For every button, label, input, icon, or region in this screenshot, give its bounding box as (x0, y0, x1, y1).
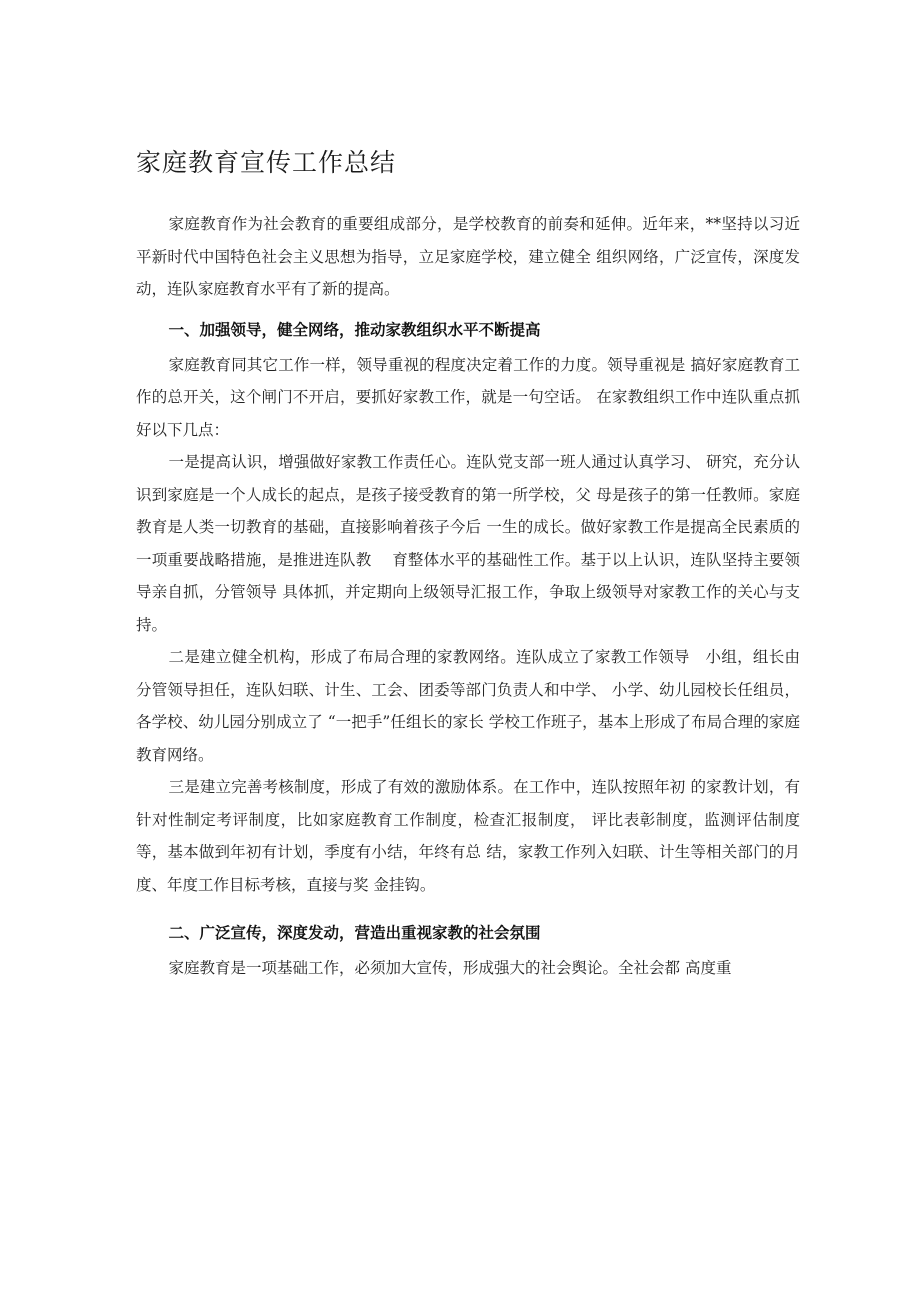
intro-paragraph: 家庭教育作为社会教育的重要组成部分，是学校教育的前奏和延伸。近年来，**坚持以习近平新时代中国特色社会主义思想为指导，立足家庭学校，建立健全 组织网络，广泛宣传，深度发动，连队家庭教育水平有了新的提高。 (136, 215, 800, 298)
section-1-heading: 一、加强领导，健全网络，推动家教组织水平不断提高 (168, 319, 541, 339)
section-1-paragraph-1: 家庭教育同其它工作一样，领导重视的程度决定着工作的力度。领导重视是 搞好家庭教育工作的总开关，这个闸门不开启，要抓好家教工作，就是一句空话。 在家教组织工作中连队重点抓好以下几点： (136, 355, 800, 439)
document-title: 家庭教育宣传工作总结 (136, 148, 397, 177)
section-1-paragraph-2: 一是提高认识，增强做好家教工作责任心。连队党支部一班人通过认真学习、 研究，充分认识到家庭是一个人成长的起点，是孩子接受教育的第一所学校，父 母是孩子的第一任教师。家庭教育是人类一切教育的基础，直接影响着孩子今后 一生的成长。做好家教工作是提高全民素质的一项重要战略措施，是推进连队教 育整体水平的基础性工作。基于以上认识，连队坚持主要领导亲自抓，分管领导 具体抓，并定期向上级领导汇报工作，争取上级领导对家教工作的关心与支持。 (136, 453, 800, 634)
section-2-heading: 二、广泛宣传，深度发动，营造出重视家教的社会氛围 (168, 923, 541, 942)
section-1-paragraph-4: 三是建立完善考核制度，形成了有效的激励体系。在工作中，连队按照年初 的家教计划，有针对性制定考评制度，比如家庭教育工作制度，检查汇报制度， 评比表彰制度，监测评估制度等，基本做到年初有计划，季度有小结，年终有总 结，家教工作列入妇联、计生等相关部门的月度、年度工作目标考核，直接与奖 金挂钩。 (136, 778, 800, 894)
section-2-paragraph-1: 家庭教育是一项基础工作，必须加大宣传，形成强大的社会舆论。全社会都 高度重 (168, 959, 732, 977)
document-body (136, 208, 800, 985)
section-1-paragraph-3: 二是建立健全机构，形成了布局合理的家教网络。连队成立了家教工作领导 小组，组长由分管领导担任，连队妇联、计生、工会、团委等部门负责人和中学、 小学、幼儿园校长任组员，各学校、幼儿园分别成立了 “一把手”任组长的家长 学校工作班子，基本上形成了布局合理的家庭教育网络。 (136, 648, 800, 764)
